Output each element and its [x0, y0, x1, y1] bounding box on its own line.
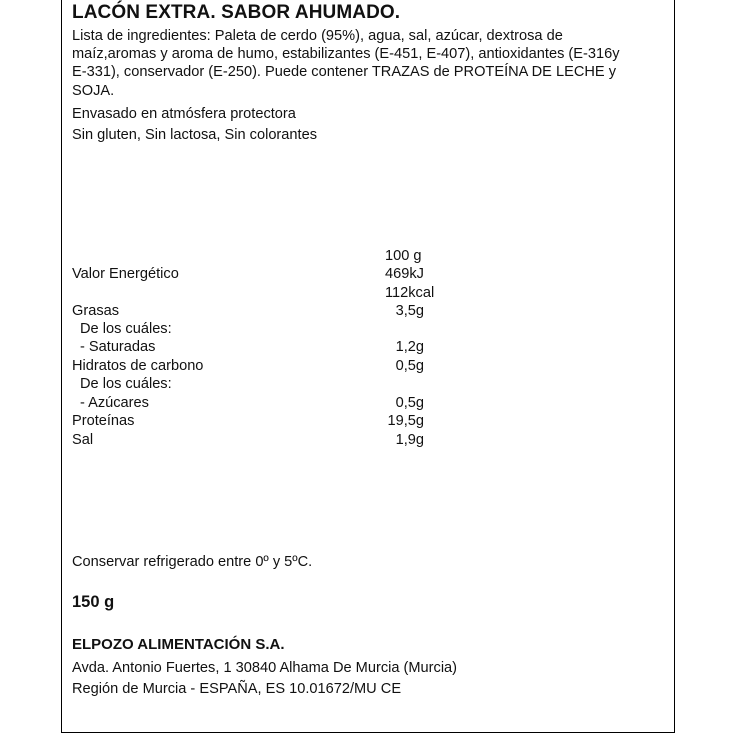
nutrient-label: Proteínas	[72, 413, 135, 429]
nutrient-value: 1,2g	[395, 339, 424, 355]
nutrition-header: 100 g	[385, 248, 422, 264]
nutrient-label: - Azúcares	[80, 395, 149, 411]
company-region: Región de Murcia - ESPAÑA, ES 10.01672/MU CE	[72, 681, 402, 697]
dietary-claims: Sin gluten, Sin lactosa, Sin colorantes	[72, 127, 317, 143]
energy-kj: 469kJ	[385, 266, 424, 282]
storage-instructions: Conservar refrigerado entre 0º y 5ºC.	[72, 554, 313, 570]
nutrient-sublabel: De los cuáles:	[80, 321, 172, 337]
product-title: LACÓN EXTRA. SABOR AHUMADO.	[72, 2, 401, 23]
energy-kcal: 112kcal	[385, 285, 435, 301]
nutrient-value: 0,5g	[395, 358, 424, 374]
nutrient-sublabel: De los cuáles:	[80, 376, 172, 392]
nutrient-label: Hidratos de carbono	[72, 358, 204, 374]
nutrient-label: Grasas	[72, 303, 120, 319]
nutrient-label: - Saturadas	[80, 339, 156, 355]
packaging-note: Envasado en atmósfera protectora	[72, 106, 296, 122]
company-address: Avda. Antonio Fuertes, 1 30840 Alhama De Murcia (Murcia)	[72, 660, 458, 676]
nutrient-value: 19,5g	[387, 413, 424, 429]
ingredients-list: Lista de ingredientes: Paleta de cerdo (95%), agua, sal, azúcar, dextrosa de maíz,aromas y aroma de humo, estabilizantes (E-451, E-407), antioxidantes (E-316y E-331), conservador (E-250). Puede contener TRAZAS de PROTEÍNA DE LECHE y SOJA.	[72, 28, 620, 99]
nutrient-value: 1,9g	[395, 432, 424, 448]
nutrient-value: 0,5g	[395, 395, 424, 411]
net-weight: 150 g	[72, 593, 115, 611]
energy-label: Valor Energético	[72, 266, 179, 282]
company-name: ELPOZO ALIMENTACIÓN S.A.	[72, 636, 285, 653]
nutrient-label: Sal	[72, 432, 94, 448]
nutrient-value: 3,5g	[395, 303, 424, 319]
